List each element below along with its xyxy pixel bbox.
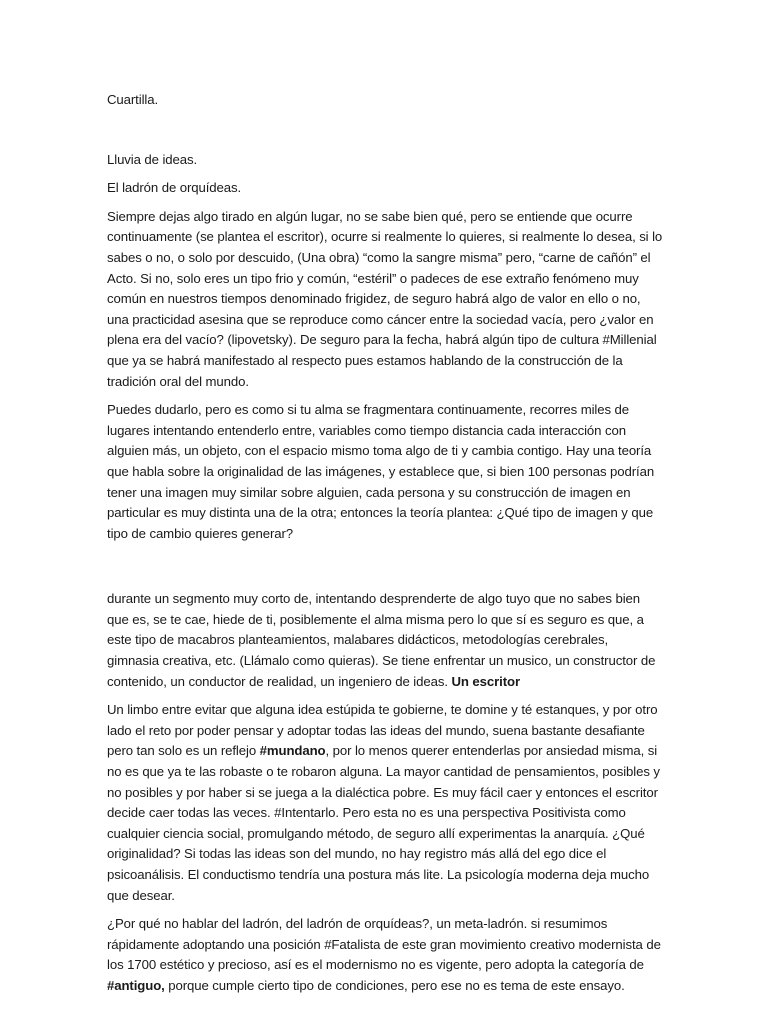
paragraph-5-part-1: ¿Por qué no hablar del ladrón, del ladrón de orquídeas?, un meta-ladrón. si resumimos rápidamente adoptando una posición #Fatalista de este gran movimiento creativo modernista de los 1700 estético y precioso, así es el modernismo no es vigente, pero adopta la categoría de	[107, 916, 661, 973]
paragraph-3-text: durante un segmento muy corto de, intentando desprenderte de algo tuyo que no sabes bien que es, se te cae, hiede de ti, posiblemente el alma misma pero lo que sí es seguro es que, a este tipo de macabros planteamientos, malabares didácticos, metodologías cerebrales, gimnasia creativa, etc. (Llámalo como quieras). Se tiene enfrentar un musico, un constructor de contenido, un conductor de realidad, un ingeniero de ideas.	[107, 591, 656, 689]
paragraph-4-part-1: Un limbo entre evitar que alguna idea estúpida te gobierne, te domine y té estanques, y por otro lado el reto por poder pensar y adoptar todas las ideas del mundo, suena bastante desafiante pero tan solo es un reflejo	[107, 702, 658, 759]
subheading-ladron: El ladrón de orquídeas.	[107, 180, 242, 196]
paragraph-4	[107, 700, 663, 906]
paragraph-5	[107, 914, 663, 996]
paragraph-4-part-2: , por lo menos querer entenderlas por ansiedad misma, si no es que ya te las robaste o te robaron alguna. La mayor cantidad de pensamientos, posibles y no posibles y por haber si se juega a la dialéctica pobre. Es muy fácil caer y entonces el escritor decide caer todas las veces. #Intentarlo. Pero esta no es una perspectiva Positivista como cualquier ciencia social, promulgando método, de seguro allí experimentas la anarquía. ¿Qué originalidad? Si todas las ideas son del mundo, no hay registro más allá del ego dice el psicoanálisis. El conductismo tendría una postura más lite. La psicología moderna deja mucho que desear.	[107, 743, 660, 903]
paragraph-3	[107, 589, 663, 692]
paragraph-3-bold: Un escritor	[451, 673, 520, 689]
document-heading: Cuartilla.	[107, 92, 159, 107]
paragraph-5-bold: #antiguo,	[107, 977, 165, 993]
document-body	[107, 90, 663, 997]
subheading-lluvia: Lluvia de ideas.	[107, 151, 198, 167]
paragraph-2: Puedes dudarlo, pero es como si tu alma se fragmentara continuamente, recorres miles de lugares intentando entenderlo entre, variables como tiempo distancia cada interacción con alguien más, un objeto, con el espacio mismo toma algo de ti y cambia contigo. Hay una teoría que habla sobre la originalidad de las imágenes, y establece que, si bien 100 personas podrían tener una imagen muy similar sobre alguien, cada persona y su construcción de imagen en particular es muy distinta una de la otra; entonces la teoría plantea: ¿Qué tipo de imagen y que tipo de cambio quieres generar?	[107, 402, 655, 541]
paragraph-5-part-2: porque cumple cierto tipo de condiciones, pero ese no es tema de este ensayo.	[164, 977, 625, 993]
paragraph-4-bold: #mundano	[259, 743, 326, 759]
paragraph-1: Siempre dejas algo tirado en algún lugar, no se sabe bien qué, pero se entiende que ocurre continuamente (se plantea el escritor), ocurre si realmente lo quieres, si realmente lo desea, si lo sabes o no, o solo por descuido, (Una obra) “como la sangre misma” pero, “carne de cañón” el Acto. Si no, solo eres un tipo frio y común, “estéril” o padeces de ese extraño fenómeno muy común en nuestros tiempos denominado frigidez, de seguro habrá algo de valor en ello o no, una practicidad asesina que se reproduce como cáncer entre la sociedad vacía, pero ¿valor en plena era del vacío? (lipovetsky). De seguro para la fecha, habrá algún tipo de cultura #Millenial que ya se habrá manifestado al respecto pues estamos hablando de la construcción de la tradición oral del mundo.	[107, 208, 663, 389]
